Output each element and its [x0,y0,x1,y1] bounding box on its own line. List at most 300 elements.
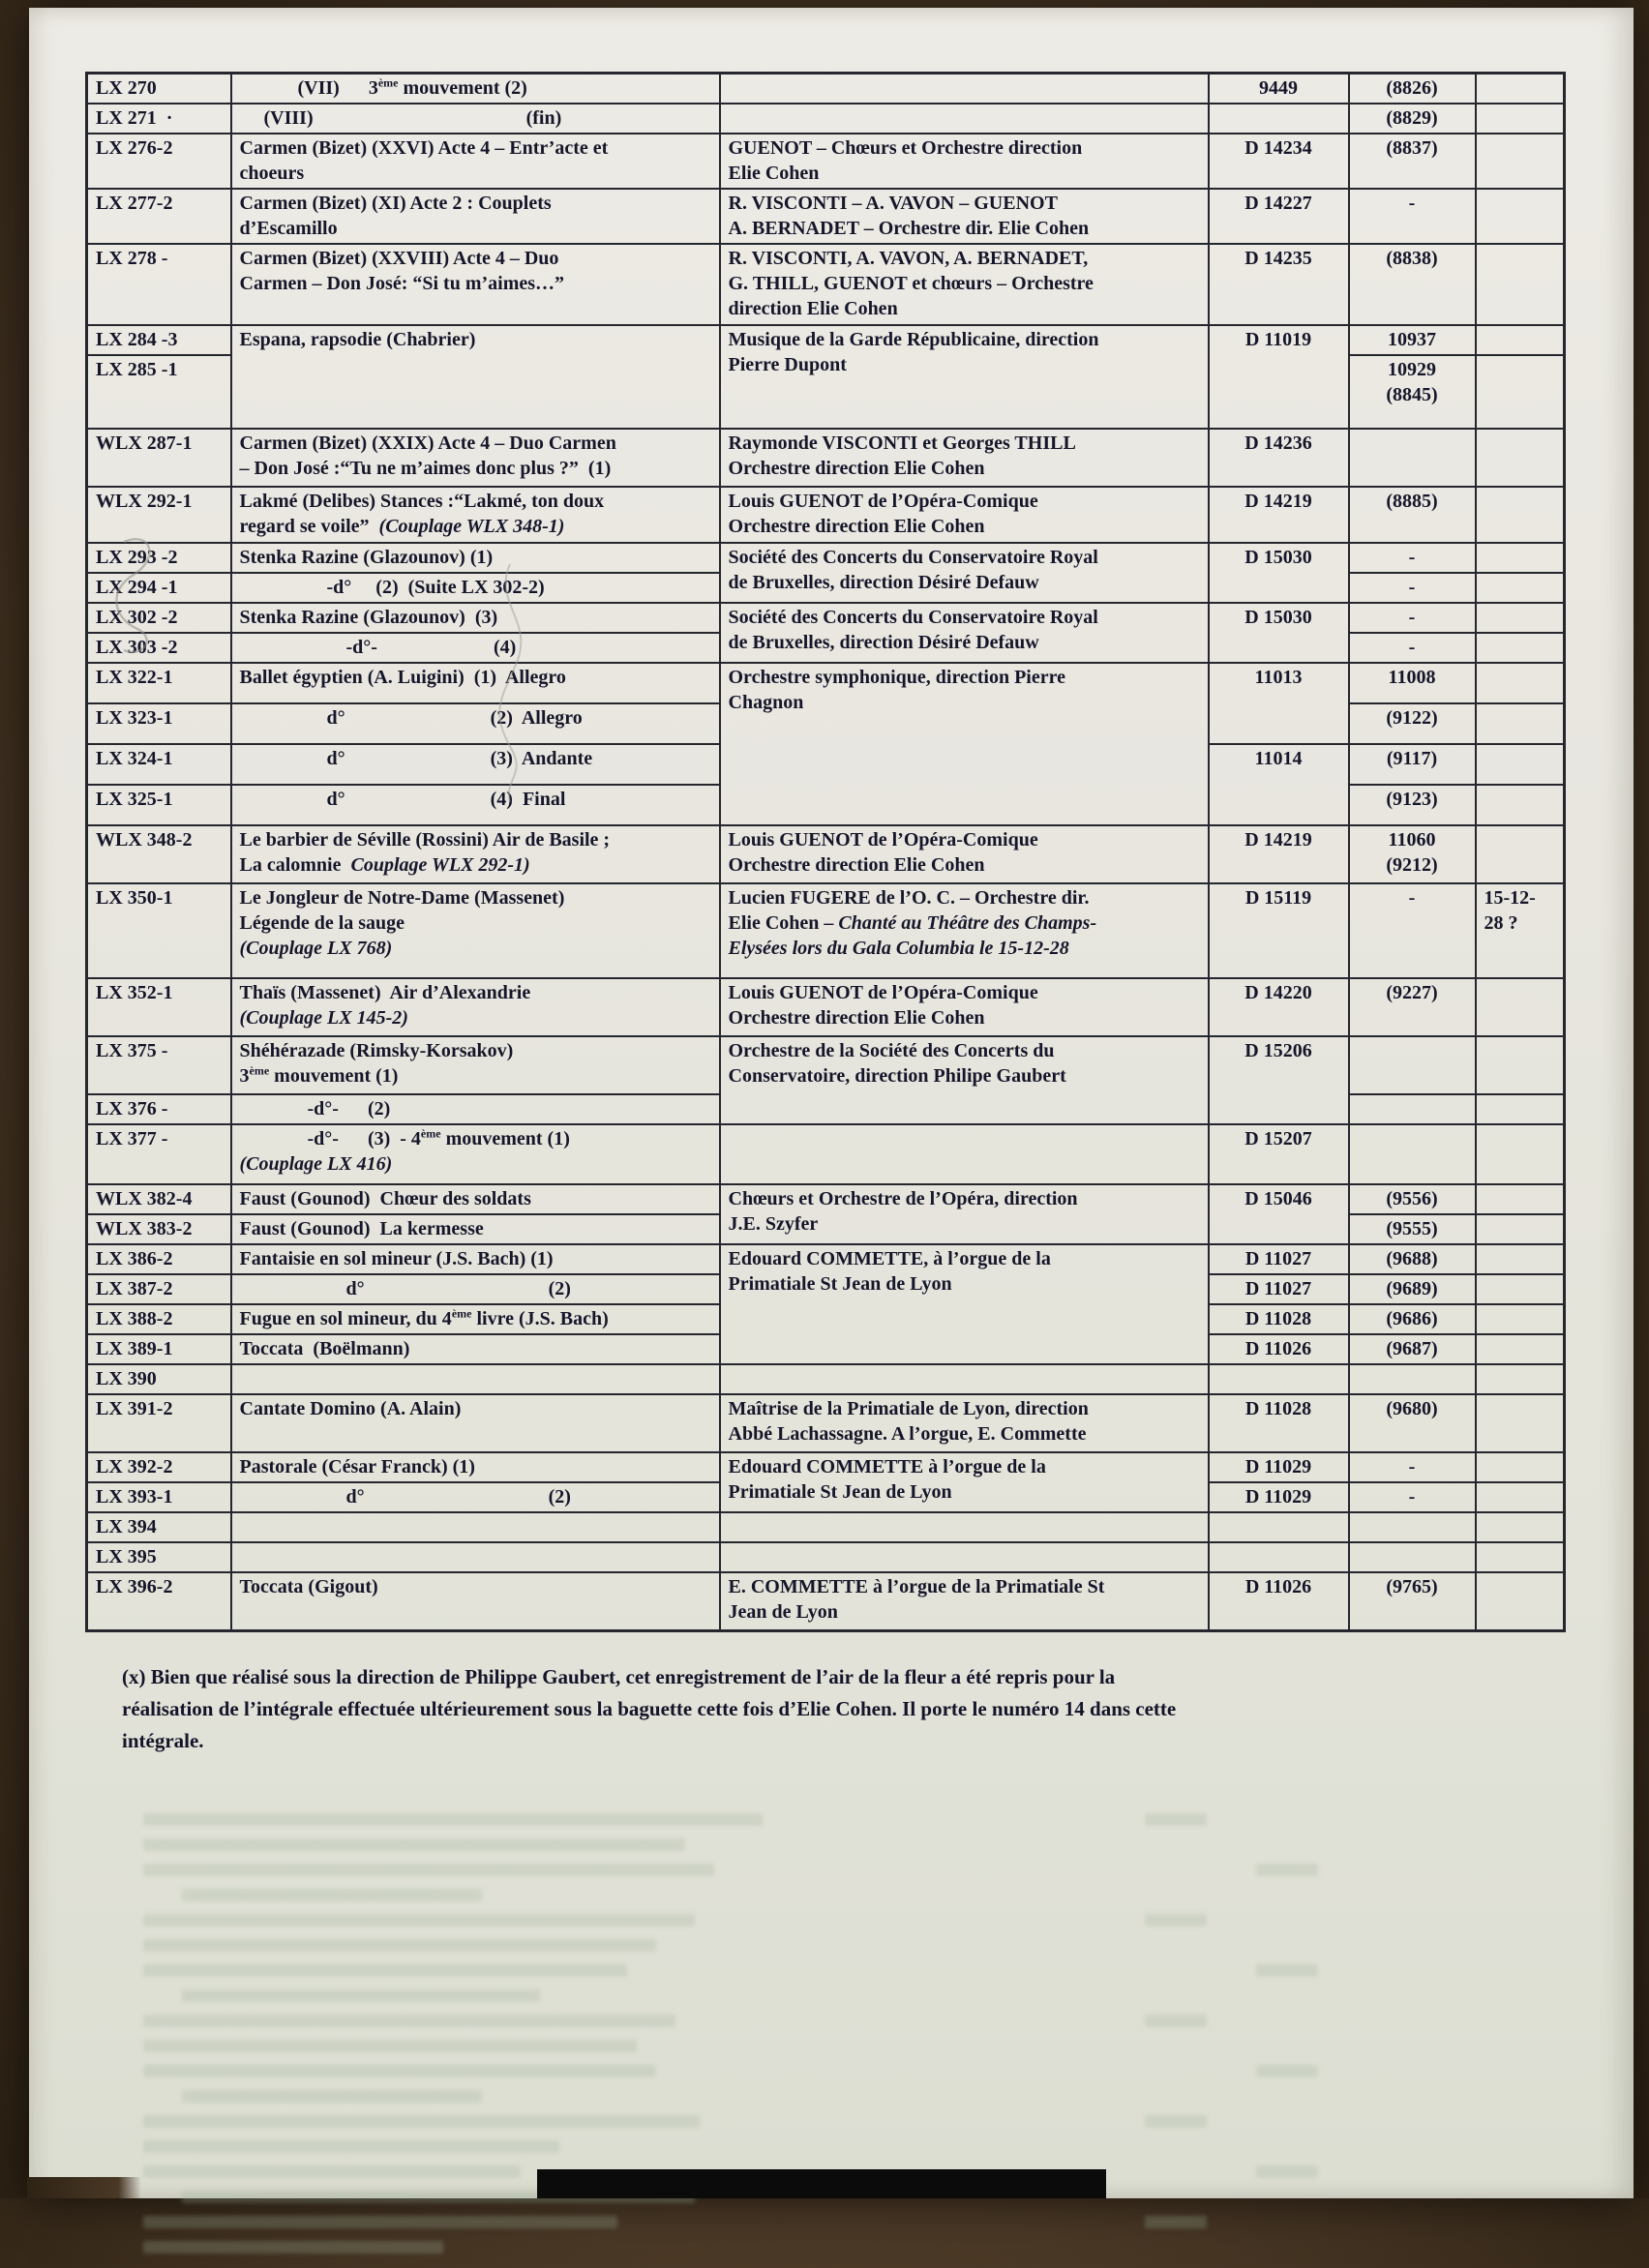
cat-cell [87,633,231,663]
perf-cell [720,429,1209,487]
text-segment: GUENOT – Chœurs et Orchestre direction Elie Cohen [729,137,1083,184]
cat-cell [87,1512,231,1542]
title-cell [231,703,720,744]
text-segment: mouvement (1) [269,1065,398,1087]
dnum-cell [1209,104,1349,134]
text-segment: (9687) [1386,1338,1437,1359]
perf-cell [720,1364,1209,1394]
text-segment: Thaïs (Massenet) Air d’Alexandrie [240,982,531,1003]
text-segment: (9117) [1387,748,1437,769]
title-cell [231,744,720,785]
note-cell [1476,663,1565,703]
text-segment: LX 395 [96,1546,157,1567]
cat-cell [87,74,231,104]
note-cell [1476,189,1565,244]
perf-cell [720,1572,1209,1630]
table-row [87,1512,1565,1542]
note-cell [1476,744,1565,785]
table-row [87,663,1565,703]
cat-cell [87,543,231,573]
note-cell [1476,104,1565,134]
note-cell [1476,74,1565,104]
italic-text-segment: Chanté au Théâtre des Champs- Elysées lors du Gala Columbia le 15-12-28 [729,912,1097,959]
text-segment: - [1409,577,1416,598]
text-segment: 15-12- 28 ? [1484,887,1536,934]
cat-cell [87,1394,231,1452]
text-segment: D 11028 [1245,1308,1311,1329]
title-cell [231,189,720,244]
text-segment: LX 325-1 [96,789,172,810]
dnum-cell [1209,1274,1349,1304]
cat-cell [87,244,231,325]
superscript-text: ème [421,1126,441,1140]
table-row [87,244,1565,325]
note-cell [1476,1542,1565,1572]
title-cell [231,1452,720,1482]
dnum-cell [1209,543,1349,603]
text-segment: (8838) [1386,248,1437,269]
text-segment: Ballet égyptien (A. Luigini) (1) Allegro [240,667,566,688]
matrix-cell [1349,543,1476,573]
dnum-cell [1209,1512,1349,1542]
dnum-cell [1209,134,1349,189]
dnum-cell [1209,244,1349,325]
text-segment: WLX 292-1 [96,491,192,512]
note-cell [1476,825,1565,883]
title-cell [231,1244,720,1274]
text-segment: (9686) [1386,1308,1437,1329]
dnum-cell [1209,325,1349,429]
text-segment: LX 386-2 [96,1248,172,1269]
text-segment: LX 294 -1 [96,577,177,598]
text-segment: (9122) [1386,707,1437,729]
text-segment: Edouard COMMETTE à l’orgue de la Primatiale St Jean de Lyon [729,1456,1046,1503]
text-segment: Lakmé (Delibes) Stances :“Lakmé, ton doux regard se voile” [240,491,605,537]
dnum-cell [1209,978,1349,1036]
cat-cell [87,744,231,785]
text-segment: LX 392-2 [96,1456,172,1477]
matrix-cell [1349,429,1476,487]
matrix-cell [1349,633,1476,663]
text-segment: D 11029 [1245,1456,1311,1477]
text-segment: Fantaisie en sol mineur (J.S. Bach) (1) [240,1248,554,1269]
ghost-number [1256,2165,1318,2178]
title-cell [231,1304,720,1334]
title-cell [231,825,720,883]
text-segment: LX 396-2 [96,1576,172,1597]
text-segment: Carmen (Bizet) (XI) Acte 2 : Couplets d’Escamillo [240,193,552,239]
text-segment: LX 393-1 [96,1486,172,1507]
dnum-cell [1209,1244,1349,1274]
text-segment: 11014 [1255,748,1303,769]
text-segment: LX 387-2 [96,1278,172,1299]
text-segment: LX 390 [96,1368,157,1389]
cat-cell [87,978,231,1036]
matrix-cell [1349,703,1476,744]
note-cell [1476,487,1565,543]
ghost-line [143,2115,700,2128]
cat-cell [87,1364,231,1394]
dnum-cell [1209,1304,1349,1334]
text-segment: LX 284 -3 [96,329,177,350]
matrix-cell [1349,1214,1476,1244]
ghost-line [143,2040,637,2052]
table-row [87,825,1565,883]
text-segment: D 14219 [1244,829,1311,850]
text-segment: D 11026 [1245,1576,1311,1597]
text-segment: LX 293 -2 [96,547,177,568]
italic-text-segment: (Couplage WLX 348-1) [379,516,565,537]
ghost-line [143,2165,521,2178]
text-segment: 11013 [1255,667,1303,688]
text-segment: D 11026 [1245,1338,1311,1359]
table-row [87,603,1565,633]
superscript-text: ème [378,75,399,89]
cat-cell [87,1542,231,1572]
text-segment: (8885) [1386,491,1437,512]
cat-cell [87,134,231,189]
table-row [87,429,1565,487]
ghost-line [143,1964,627,1977]
note-cell [1476,603,1565,633]
text-segment: LX 285 -1 [96,359,177,380]
title-cell [231,487,720,543]
text-segment: LX 375 - [96,1040,167,1061]
perf-cell [720,325,1209,429]
matrix-cell [1349,1184,1476,1214]
title-cell [231,603,720,633]
title-cell [231,134,720,189]
cat-cell [87,883,231,978]
note-cell [1476,543,1565,573]
note-cell [1476,1036,1565,1094]
perf-cell [720,487,1209,543]
text-segment: Maîtrise de la Primatiale de Lyon, direction Abbé Lachassagne. A l’orgue, E. Commette [729,1398,1089,1445]
text-segment: LX 322-1 [96,667,172,688]
footnote-text: (x) Bien que réalisé sous la direction de Philippe Gaubert, cet enregistrement de l’air de la fleur a été repris pour la réalisation de l’intégrale effectuée ultérieurement sous la baguette cette fois d’Elie Cohen. Il porte le numéro 14 dans cette intégrale. [122,1661,1467,1757]
matrix-cell [1349,785,1476,825]
table-row [87,487,1565,543]
dnum-cell [1209,189,1349,244]
note-cell [1476,1124,1565,1184]
note-cell [1476,703,1565,744]
text-segment: Pastorale (César Franck) (1) [240,1456,475,1477]
dnum-cell [1209,603,1349,663]
title-cell [231,1334,720,1364]
dnum-cell [1209,74,1349,104]
cat-cell [87,603,231,633]
cat-cell [87,1214,231,1244]
matrix-cell [1349,573,1476,603]
text-segment: mouvement (2) [399,77,527,99]
ghost-number [1145,1813,1207,1826]
text-segment: R. VISCONTI – A. VAVON – GUENOT A. BERNADET – Orchestre dir. Elie Cohen [729,193,1090,239]
text-segment: mouvement (1) [441,1128,570,1149]
text-segment: Orchestre de la Société des Concerts du Conservatoire, direction Philipe Gaubert [729,1040,1066,1087]
note-cell [1476,1214,1565,1244]
cat-cell [87,663,231,703]
note-cell [1476,633,1565,663]
matrix-cell [1349,1274,1476,1304]
text-segment: livre (J.S. Bach) [471,1308,608,1329]
text-segment: Stenka Razine (Glazounov) (3) [240,607,498,628]
dnum-cell [1209,487,1349,543]
text-segment: Carmen (Bizet) (XXVIII) Acte 4 – Duo Carmen – Don José: “Si tu m’aimes…” [240,248,565,294]
perf-cell [720,1244,1209,1364]
title-cell [231,1094,720,1124]
text-segment: (9555) [1386,1218,1437,1239]
matrix-cell [1349,74,1476,104]
title-cell [231,883,720,978]
cat-cell [87,189,231,244]
text-segment: Louis GUENOT de l’Opéra-Comique Orchestre direction Elie Cohen [729,829,1038,876]
table-row [87,1364,1565,1394]
ghost-number [1256,1964,1318,1977]
matrix-cell [1349,603,1476,633]
matrix-cell [1349,1482,1476,1512]
text-segment: WLX 348-2 [96,829,192,850]
ghost-line [182,2090,482,2103]
text-segment: WLX 382-4 [96,1188,192,1209]
note-cell [1476,1244,1565,1274]
text-segment: 10929 (8845) [1386,359,1437,405]
text-segment: D 11027 [1245,1248,1311,1269]
text-segment: LX 350-1 [96,887,172,909]
text-segment: D 11029 [1245,1486,1311,1507]
title-cell [231,1036,720,1094]
discography-table-body [87,74,1565,1631]
title-cell [231,1364,720,1394]
text-segment: (VII) 3 [240,77,378,99]
dnum-cell [1209,1184,1349,1244]
text-segment: LX 277-2 [96,193,172,214]
note-cell [1476,244,1565,325]
text-segment: D 14220 [1244,982,1311,1003]
matrix-cell [1349,978,1476,1036]
table-row [87,134,1565,189]
text-segment: E. COMMETTE à l’orgue de la Primatiale St Jean de Lyon [729,1576,1105,1623]
dnum-cell [1209,883,1349,978]
table-row [87,1124,1565,1184]
discography-table [85,72,1566,1632]
text-segment: D 14236 [1244,433,1311,454]
dnum-cell [1209,744,1349,825]
text-segment: d° (3) Andante [240,748,593,769]
note-cell [1476,573,1565,603]
table-row [87,1572,1565,1630]
note-cell [1476,1452,1565,1482]
text-segment: Carmen (Bizet) (XXVI) Acte 4 – Entr’acte et choeurs [240,137,609,184]
note-cell [1476,1274,1565,1304]
title-cell [231,244,720,325]
text-segment: D 11019 [1245,329,1311,350]
text-segment: Faust (Gounod) La kermesse [240,1218,484,1239]
cat-cell [87,1334,231,1364]
text-segment: WLX 287-1 [96,433,192,454]
text-segment: (9765) [1386,1576,1437,1597]
dnum-cell [1209,1364,1349,1394]
table-row [87,1184,1565,1214]
dnum-cell [1209,1572,1349,1630]
text-segment: (9688) [1386,1248,1437,1269]
title-cell [231,543,720,573]
note-cell [1476,1334,1565,1364]
cat-cell [87,1572,231,1630]
title-cell [231,74,720,104]
perf-cell [720,189,1209,244]
text-segment: - [1409,1486,1416,1507]
ghost-number [1145,2014,1207,2027]
text-segment: d° (2) [240,1278,571,1299]
matrix-cell [1349,104,1476,134]
text-segment: Musique de la Garde Républicaine, direction Pierre Dupont [729,329,1099,375]
perf-cell [720,978,1209,1036]
ghost-line [143,2216,617,2228]
text-segment: LX 394 [96,1516,157,1537]
text-segment: (8837) [1386,137,1437,159]
text-segment: (9227) [1386,982,1437,1003]
text-segment: -d° (2) (Suite LX 302-2) [240,577,545,598]
text-segment: Louis GUENOT de l’Opéra-Comique Orchestre direction Elie Cohen [729,982,1038,1029]
text-segment: Lucien FUGERE de l’O. C. – Orchestre dir. Elie Cohen – [729,887,1090,934]
title-cell [231,663,720,703]
text-segment: (VIII) (fin) [240,107,562,129]
dnum-cell [1209,429,1349,487]
ghost-line [143,1813,763,1826]
title-cell [231,1482,720,1512]
note-cell [1476,134,1565,189]
text-segment: Le barbier de Séville (Rossini) Air de Basile ; La calomnie [240,829,611,876]
text-segment: Fugue en sol mineur, du 4 [240,1308,452,1329]
perf-cell [720,74,1209,104]
ghost-line [182,1989,540,2002]
matrix-cell [1349,1304,1476,1334]
ghost-line [143,2241,443,2253]
text-segment: -d°- (2) [240,1098,391,1119]
text-segment: -d°- (4) [240,637,517,658]
note-cell [1476,1094,1565,1124]
italic-text-segment: Couplage WLX 292-1) [351,854,530,876]
cat-cell [87,1036,231,1094]
text-segment: D 15119 [1245,887,1311,909]
title-cell [231,104,720,134]
note-cell [1476,355,1565,429]
text-segment: LX 352-1 [96,982,172,1003]
cat-cell [87,1184,231,1214]
text-segment: (9123) [1386,789,1437,810]
text-segment: LX 278 - [96,248,167,269]
text-segment: 11060 (9212) [1386,829,1437,876]
note-cell [1476,785,1565,825]
table-row [87,325,1565,355]
ghost-line [143,2014,675,2027]
cat-cell [87,1452,231,1482]
text-segment: d° (2) Allegro [240,707,583,729]
text-segment: D 14219 [1244,491,1311,512]
cat-cell [87,1124,231,1184]
text-segment: LX 377 - [96,1128,167,1149]
matrix-cell [1349,355,1476,429]
title-cell [231,1572,720,1630]
table-row [87,189,1565,244]
cat-cell [87,325,231,355]
cat-cell [87,104,231,134]
note-cell [1476,429,1565,487]
title-cell [231,785,720,825]
matrix-cell [1349,189,1476,244]
title-cell [231,1184,720,1214]
ghost-number [1145,2216,1207,2228]
table-row [87,1244,1565,1274]
italic-text-segment: (Couplage LX 416) [240,1153,393,1175]
text-segment: (9689) [1386,1278,1437,1299]
ghost-number [1256,2065,1318,2077]
dnum-cell [1209,1124,1349,1184]
table-row [87,543,1565,573]
perf-cell [720,1036,1209,1124]
text-segment: Raymonde VISCONTI et Georges THILL Orchestre direction Elie Cohen [729,433,1076,479]
table-row [87,1452,1565,1482]
perf-cell [720,1542,1209,1572]
ghost-line [143,1864,714,1876]
note-cell [1476,1184,1565,1214]
title-cell [231,1394,720,1452]
text-segment: LX 388-2 [96,1308,172,1329]
title-cell [231,1542,720,1572]
cat-cell [87,1482,231,1512]
note-cell [1476,1394,1565,1452]
cat-cell [87,703,231,744]
matrix-cell [1349,1124,1476,1184]
text-segment: Toccata (Boëlmann) [240,1338,410,1359]
note-cell [1476,1364,1565,1394]
text-segment: Société des Concerts du Conservatoire Royal de Bruxelles, direction Désiré Defauw [729,547,1098,593]
matrix-cell [1349,1364,1476,1394]
text-segment: Faust (Gounod) Chœur des soldats [240,1188,531,1209]
perf-cell [720,104,1209,134]
matrix-cell [1349,134,1476,189]
text-segment: D 11028 [1245,1398,1311,1419]
text-segment: Espana, rapsodie (Chabrier) [240,329,476,350]
text-segment: D 15030 [1244,607,1311,628]
cat-cell [87,785,231,825]
note-cell [1476,1482,1565,1512]
matrix-cell [1349,1334,1476,1364]
dnum-cell [1209,1394,1349,1452]
text-segment: D 15207 [1244,1128,1311,1149]
table-row [87,74,1565,104]
text-segment: - [1409,887,1416,909]
matrix-cell [1349,663,1476,703]
text-segment: Edouard COMMETTE, à l’orgue de la Primatiale St Jean de Lyon [729,1248,1051,1295]
table-row [87,978,1565,1036]
text-segment: LX 324-1 [96,748,172,769]
text-segment: - [1409,547,1416,568]
matrix-cell [1349,1452,1476,1482]
title-cell [231,633,720,663]
superscript-text: ème [452,1306,472,1320]
perf-cell [720,1452,1209,1512]
matrix-cell [1349,1572,1476,1630]
text-segment: 9449 [1259,77,1298,99]
note-cell [1476,1512,1565,1542]
note-cell [1476,1304,1565,1334]
matrix-cell [1349,1542,1476,1572]
cat-cell [87,1244,231,1274]
dnum-cell [1209,1542,1349,1572]
text-segment: D 14234 [1244,137,1311,159]
text-segment: Société des Concerts du Conservatoire Royal de Bruxelles, direction Désiré Defauw [729,607,1098,653]
